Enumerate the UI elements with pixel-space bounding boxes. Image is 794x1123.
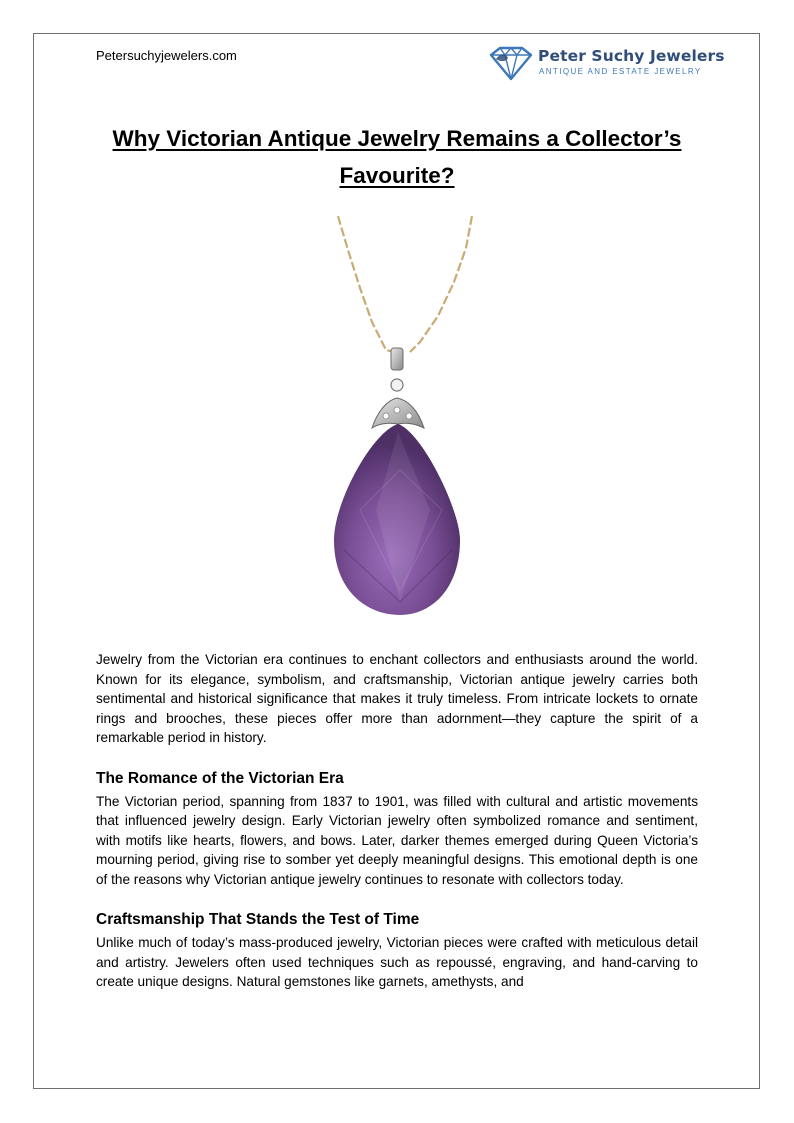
- section-body-craftsmanship: Unlike much of today’s mass-produced jewelry, Victorian pieces were crafted with meticulous detail and artistry. Jewelers often used techniques such as repoussé, engraving, and hand-carving to create unique designs. Natural gemstones like garnets, amethysts, and: [96, 935, 698, 989]
- article-title: Why Victorian Antique Jewelry Remains a Collector’s Favourite?: [112, 126, 682, 188]
- section-heading-craftsmanship: Craftsmanship That Stands the Test of Time: [96, 911, 420, 928]
- logo-tagline: ANTIQUE AND ESTATE JEWELRY: [539, 67, 702, 76]
- section-body-romance: The Victorian period, spanning from 1837 to 1901, was filled with cultural and artistic movements that influenced jewelry design. Early Victorian jewelry often symbolized romance and sentiment, with motifs like hearts, flowers, and bows. Later, darker themes emerged during Queen Victoria’s mourning period, giving rise to somber yet deeply meaningful designs. This emotional depth is one of the reasons why Victorian antique jewelry continues to resonate with collectors today.: [96, 793, 698, 887]
- article-body: [96, 650, 698, 992]
- logo-name: Peter Suchy Jewelers: [538, 47, 725, 65]
- brand-logo[interactable]: [488, 45, 725, 83]
- diamond-logo-icon: [488, 45, 534, 81]
- site-url[interactable]: Petersuchyjewelers.com: [96, 48, 237, 63]
- amethyst-pendant-image: [320, 210, 490, 622]
- intro-paragraph: Jewelry from the Victorian era continues to enchant collectors and enthusiasts around the world. Known for its elegance, symbolism, and craftsmanship, Victorian antique jewelry carries both sentimental and historical significance that makes it truly timeless. From intricate lockets to ornate rings and brooches, these pieces offer more than adornment—they capture the spirit of a remarkable period in history.: [96, 652, 698, 745]
- section-heading-romance: The Romance of the Victorian Era: [96, 769, 344, 787]
